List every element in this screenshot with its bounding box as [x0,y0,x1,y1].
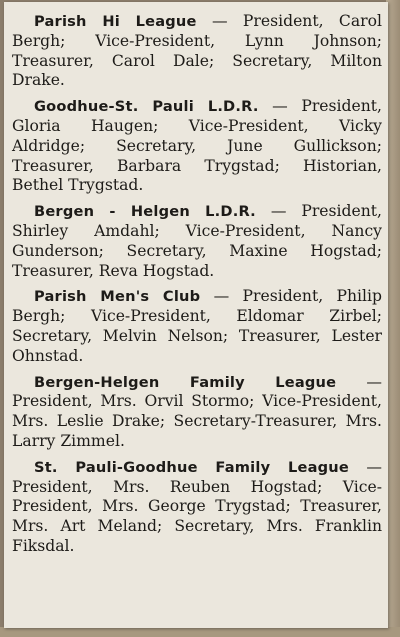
entry-bergen-helgen-family-league [12,373,382,452]
org-name: Parish Hi League [34,13,197,30]
entry-goodhue-st-pauli-ldr [12,97,382,196]
officer-list: — President, Gloria Haugen; Vice-President, Vicky Aldridge; Secretary, June Gullickson; Treasurer, Barbara Trygstad; Historian, Bethel Trygstad. [12,97,382,195]
officer-list: — President, Shirley Amdahl; Vice-President, Nancy Gunderson; Secretary, Maxine Hogstad; Treasurer, Reva Hogstad. [12,202,382,280]
org-name: Bergen - Helgen L.D.R. [34,203,256,221]
org-name: Goodhue-St. Pauli L.D.R. [34,98,259,116]
officer-list: — President, Carol Bergh; Vice-President, Lynn Johnson; Treasurer, Carol Dale; Secretary, Milton Drake. [12,12,382,90]
entry-bergen-helgen-ldr [12,202,382,281]
officer-list: — President, Mrs. Reuben Hogstad; Vice-President, Mrs. George Trygstad; Treasurer, Mrs. Art Meland; Secretary, Mrs. Franklin Fiksdal. [12,457,382,555]
entry-parish-mens-club [12,287,382,366]
officer-list: — President, Philip Bergh; Vice-President, Eldomar Zirbel; Secretary, Melvin Nelson; Treasurer, Lester Ohnstad. [12,287,382,365]
newspaper-clipping [4,2,388,628]
backdrop-edge [386,0,400,637]
backdrop-edge-bottom [0,627,400,637]
entry-parish-hi-league [12,12,382,91]
org-name: Bergen-Helgen Family League [34,373,337,391]
officer-list: — President, Mrs. Orvil Stormo; Vice-President, Mrs. Leslie Drake; Secretary-Treasurer, Mrs. Larry Zimmel. [12,372,382,450]
entry-st-pauli-goodhue-family-league [12,458,382,557]
org-name: Parish Men's Club [34,288,201,306]
org-name: St. Pauli-Goodhue Family League [34,458,349,476]
